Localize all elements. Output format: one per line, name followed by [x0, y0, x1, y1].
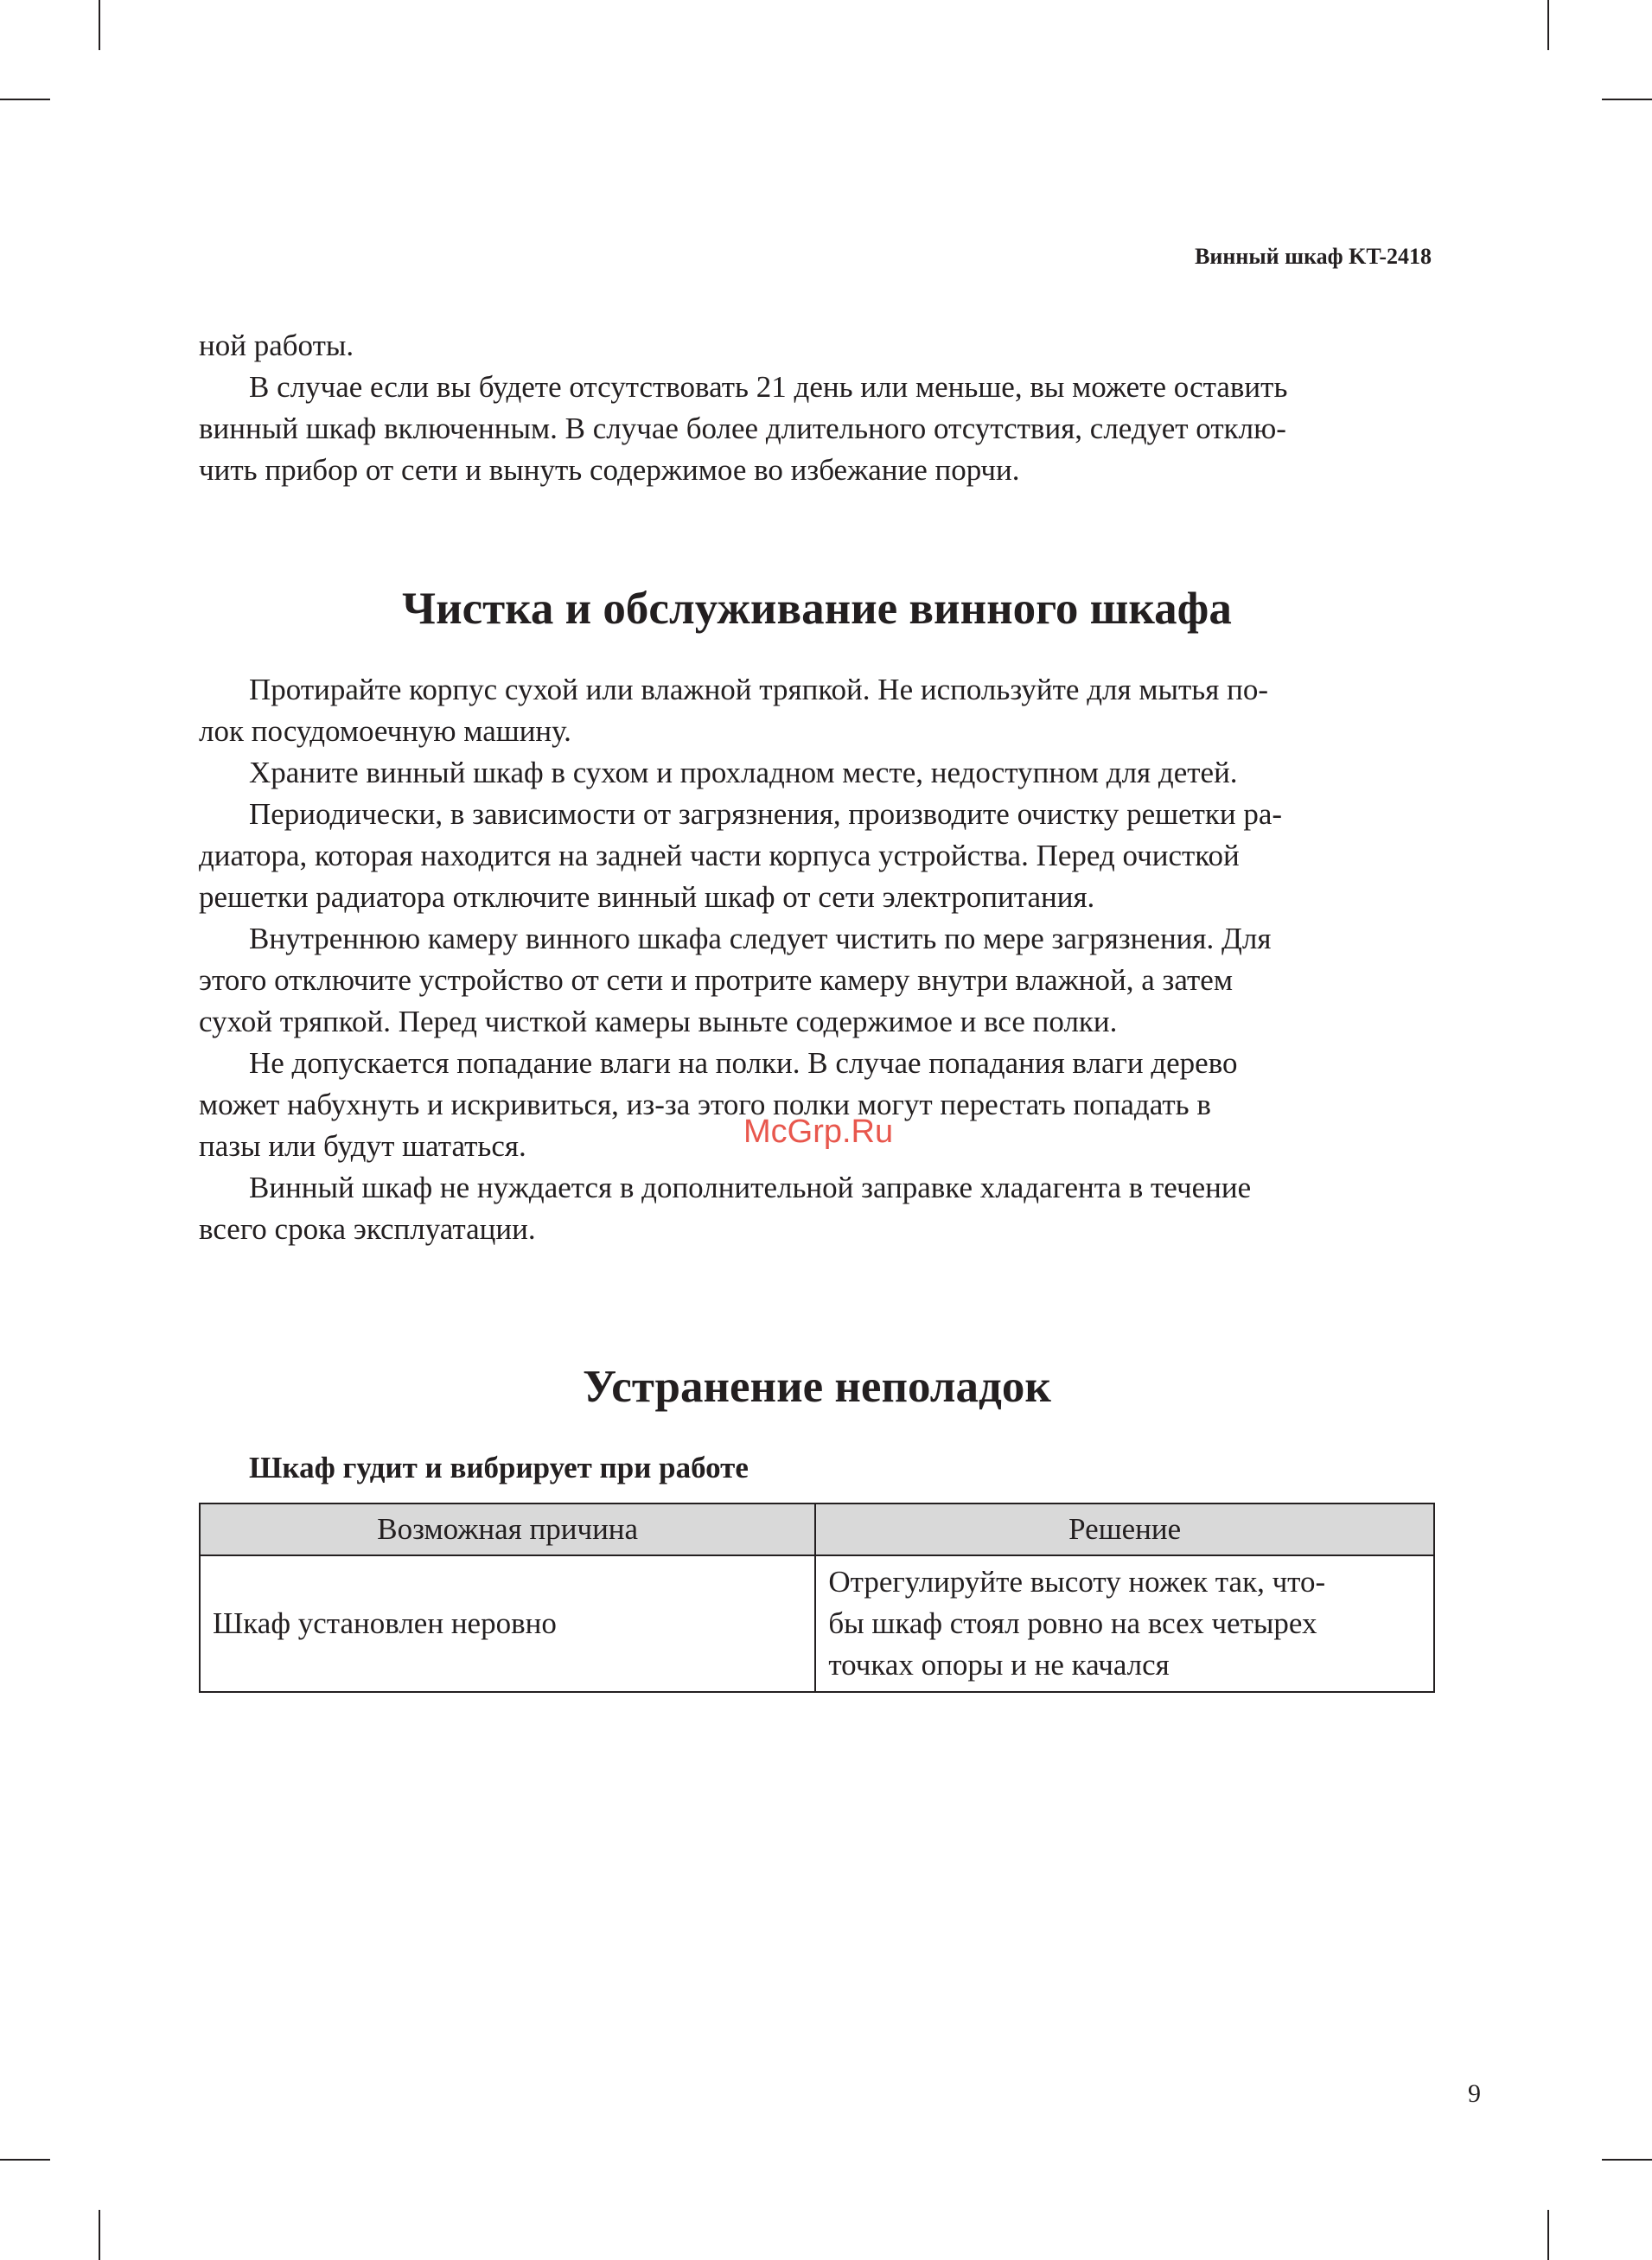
column-header-solution: Решение	[815, 1503, 1434, 1555]
crop-mark	[1602, 2159, 1652, 2161]
page-content	[199, 325, 1435, 1693]
crop-mark	[1602, 99, 1652, 100]
cleaning-text	[199, 669, 1435, 1250]
table-header-row	[200, 1503, 1434, 1555]
crop-mark	[0, 99, 50, 100]
paragraph: Не допускается попадание влаги на полки. В случае попадания влаги дерево может набухнуть и искривиться, из-за этого полки могут перестать попадать в пазы или будут шататься.	[199, 1046, 1238, 1163]
solution-cell: Отрегулируйте высоту ножек так, что- бы шкаф стоял ровно на всех четырех точках опоры и не качался	[815, 1555, 1434, 1692]
paragraph: Храните винный шкаф в сухом и прохладном месте, недоступном для детей.	[249, 756, 1238, 789]
column-header-cause: Возможная причина	[200, 1503, 815, 1555]
crop-mark	[0, 2159, 50, 2161]
section-title-cleaning: Чистка и обслуживание винного шкафа	[402, 584, 1232, 634]
cause-cell: Шкаф установлен неровно	[200, 1555, 815, 1692]
problem-subtitle: Шкаф гудит и вибрирует при работе	[249, 1451, 749, 1484]
crop-mark	[1547, 0, 1549, 50]
page-number: 9	[1468, 2079, 1481, 2108]
paragraph: Внутреннюю камеру винного шкафа следует чистить по мере загрязнения. Для этого отключите устройство от сети и протрите камеру внутри влажной, а затем сухой тряпкой. Перед чисткой камеры выньте содержимое и все полки.	[199, 922, 1272, 1038]
paragraph: ной работы.	[199, 329, 354, 362]
running-header: Винный шкаф KT-2418	[1195, 244, 1432, 269]
section-title-troubleshooting: Устранение неполадок	[583, 1362, 1051, 1412]
crop-mark	[99, 2210, 100, 2260]
crop-mark	[99, 0, 100, 50]
intro-text	[199, 325, 1435, 491]
paragraph: Винный шкаф не нуждается в дополнительной заправке хладагента в течение всего срока эксплуатации.	[199, 1171, 1252, 1246]
troubleshooting-table	[199, 1503, 1435, 1693]
paragraph: Протирайте корпус сухой или влажной тряпкой. Не используйте для мытья по- лок посудомоечную машину.	[199, 673, 1268, 748]
paragraph: Периодически, в зависимости от загрязнения, производите очистку решетки ра- диатора, которая находится на задней части корпуса устройства. Перед очисткой решетки радиатора отключите винный шкаф от сети электропитания.	[199, 797, 1283, 914]
crop-mark	[1547, 2210, 1549, 2260]
table-row	[200, 1555, 1434, 1692]
paragraph: В случае если вы будете отсутствовать 21 день или меньше, вы можете оставить винный шкаф включенным. В случае более длительного отсутствия, следует отклю- чить прибор от сети и вынуть содержимое во избежание порчи.	[199, 370, 1288, 487]
watermark: McGrp.Ru	[743, 1114, 894, 1150]
